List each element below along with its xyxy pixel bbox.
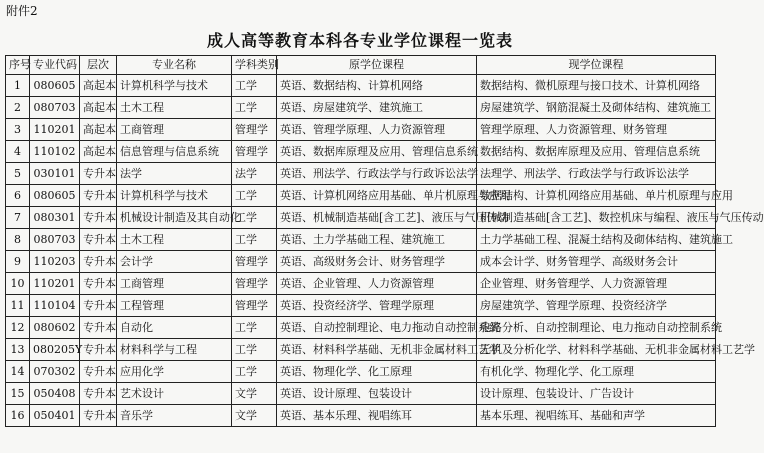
current-courses: 房屋建筑学、钢筋混凝土及砌体结构、建筑施工 [477, 97, 716, 119]
major-code: 080703 [30, 97, 80, 119]
study-level: 专升本 [80, 163, 117, 185]
major-code: 070302 [30, 361, 80, 383]
current-courses: 无机及分析化学、材料科学基础、无机非金属材料工艺学 [477, 339, 716, 361]
major-code: 110104 [30, 295, 80, 317]
discipline: 管理学 [232, 295, 277, 317]
table-header-row [6, 56, 716, 75]
course-table [5, 55, 764, 427]
row-index: 5 [6, 163, 30, 185]
table-row [6, 251, 716, 273]
row-index: 7 [6, 207, 30, 229]
row-index: 1 [6, 75, 30, 97]
original-courses: 英语、管理学原理、人力资源管理 [277, 119, 477, 141]
col-header-current-courses: 现学位课程 [477, 56, 716, 75]
discipline: 工学 [232, 317, 277, 339]
table-row [6, 185, 716, 207]
table-row [6, 273, 716, 295]
current-courses: 数据结构、微机原理与接口技术、计算机网络 [477, 75, 716, 97]
row-index: 4 [6, 141, 30, 163]
discipline: 管理学 [232, 141, 277, 163]
original-courses: 英语、刑法学、行政法学与行政诉讼法学 [277, 163, 477, 185]
attachment-label: 附件2 [6, 4, 38, 18]
original-courses: 英语、物理化学、化工原理 [277, 361, 477, 383]
original-courses: 英语、高级财务会计、财务管理学 [277, 251, 477, 273]
discipline: 管理学 [232, 273, 277, 295]
current-courses: 土力学基础工程、混凝土结构及砌体结构、建筑施工 [477, 229, 716, 251]
major-name: 应用化学 [117, 361, 232, 383]
major-name: 机械设计制造及其自动化 [117, 207, 232, 229]
original-courses: 英语、企业管理、人力资源管理 [277, 273, 477, 295]
row-index: 14 [6, 361, 30, 383]
major-code: 110203 [30, 251, 80, 273]
original-courses: 英语、数据结构、计算机网络 [277, 75, 477, 97]
table-row [6, 317, 716, 339]
discipline: 文学 [232, 383, 277, 405]
col-header-code: 专业代码 [30, 56, 80, 75]
study-level: 高起本 [80, 141, 117, 163]
current-courses: 数据结构、计算机网络应用基础、单片机原理与应用 [477, 185, 716, 207]
major-code: 110102 [30, 141, 80, 163]
study-level: 专升本 [80, 295, 117, 317]
table-body [6, 75, 764, 427]
document-title: 成人高等教育本科各专业学位课程一览表 [206, 31, 513, 50]
row-index: 6 [6, 185, 30, 207]
table-row [6, 163, 716, 185]
table-row [6, 207, 716, 229]
discipline: 工学 [232, 185, 277, 207]
col-header-original-courses: 原学位课程 [277, 56, 477, 75]
study-level: 专升本 [80, 229, 117, 251]
table-row [6, 383, 716, 405]
discipline: 文学 [232, 405, 277, 427]
major-code: 080605 [30, 75, 80, 97]
current-courses: 设计原理、包装设计、广告设计 [477, 383, 716, 405]
study-level: 专升本 [80, 207, 117, 229]
row-index: 12 [6, 317, 30, 339]
study-level: 专升本 [80, 361, 117, 383]
discipline: 工学 [232, 75, 277, 97]
current-courses: 成本会计学、财务管理学、高级财务会计 [477, 251, 716, 273]
col-header-level: 层次 [80, 56, 117, 75]
original-courses: 英语、设计原理、包装设计 [277, 383, 477, 405]
current-courses: 管理学原理、人力资源管理、财务管理 [477, 119, 716, 141]
major-code: 110201 [30, 119, 80, 141]
current-courses: 房屋建筑学、管理学原理、投资经济学 [477, 295, 716, 317]
row-index: 15 [6, 383, 30, 405]
current-courses: 企业管理、财务管理学、人力资源管理 [477, 273, 716, 295]
major-code: 080602 [30, 317, 80, 339]
col-header-index: 序号 [6, 56, 30, 75]
major-code: 080301 [30, 207, 80, 229]
major-name: 计算机科学与技术 [117, 75, 232, 97]
table-row [6, 141, 716, 163]
table-row [6, 361, 716, 383]
col-header-discipline: 学科类别 [232, 56, 277, 75]
row-index: 13 [6, 339, 30, 361]
discipline: 工学 [232, 339, 277, 361]
row-index: 11 [6, 295, 30, 317]
major-name: 会计学 [117, 251, 232, 273]
col-header-major: 专业名称 [117, 56, 232, 75]
original-courses: 英语、房屋建筑学、建筑施工 [277, 97, 477, 119]
major-name: 土木工程 [117, 97, 232, 119]
discipline: 工学 [232, 97, 277, 119]
major-code: 050408 [30, 383, 80, 405]
discipline: 管理学 [232, 119, 277, 141]
major-name: 材料科学与工程 [117, 339, 232, 361]
table-row [6, 295, 716, 317]
original-courses: 英语、材料科学基础、无机非金属材料工艺学 [277, 339, 477, 361]
major-name: 计算机科学与技术 [117, 185, 232, 207]
table-row [6, 405, 716, 427]
original-courses: 英语、投资经济学、管理学原理 [277, 295, 477, 317]
major-name: 法学 [117, 163, 232, 185]
study-level: 专升本 [80, 339, 117, 361]
table-row [6, 75, 716, 97]
major-name: 土木工程 [117, 229, 232, 251]
current-courses: 基本乐理、视唱练耳、基础和声学 [477, 405, 716, 427]
current-courses: 电路分析、自动控制理论、电力拖动自动控制系统 [477, 317, 716, 339]
current-courses: 有机化学、物理化学、化工原理 [477, 361, 716, 383]
current-courses: 法理学、刑法学、行政法学与行政诉讼法学 [477, 163, 716, 185]
major-name: 信息管理与信息系统 [117, 141, 232, 163]
current-courses: 数据结构、数据库原理及应用、管理信息系统 [477, 141, 716, 163]
major-name: 工程管理 [117, 295, 232, 317]
discipline: 管理学 [232, 251, 277, 273]
row-index: 10 [6, 273, 30, 295]
major-name: 自动化 [117, 317, 232, 339]
major-code: 110201 [30, 273, 80, 295]
major-name: 艺术设计 [117, 383, 232, 405]
row-index: 9 [6, 251, 30, 273]
discipline: 工学 [232, 361, 277, 383]
major-code: 080703 [30, 229, 80, 251]
study-level: 高起本 [80, 119, 117, 141]
row-index: 2 [6, 97, 30, 119]
study-level: 专升本 [80, 273, 117, 295]
original-courses: 英语、计算机网络应用基础、单片机原理与应用 [277, 185, 477, 207]
original-courses: 英语、数据库原理及应用、管理信息系统 [277, 141, 477, 163]
study-level: 专升本 [80, 185, 117, 207]
study-level: 高起本 [80, 75, 117, 97]
row-index: 8 [6, 229, 30, 251]
major-code: 080605 [30, 185, 80, 207]
study-level: 高起本 [80, 97, 117, 119]
major-name: 工商管理 [117, 273, 232, 295]
original-courses: 英语、基本乐理、视唱练耳 [277, 405, 477, 427]
study-level: 专升本 [80, 383, 117, 405]
discipline: 工学 [232, 207, 277, 229]
major-code: 080205Y [30, 339, 80, 361]
original-courses: 英语、自动控制理论、电力拖动自动控制系统 [277, 317, 477, 339]
original-courses: 英语、机械制造基础[含工艺]、液压与气压传动 [277, 207, 477, 229]
original-courses: 英语、土力学基础工程、建筑施工 [277, 229, 477, 251]
row-index: 16 [6, 405, 30, 427]
major-name: 音乐学 [117, 405, 232, 427]
table-row [6, 119, 716, 141]
current-courses: 机械制造基础[含工艺]、数控机床与编程、液压与气压传动 [477, 207, 716, 229]
study-level: 专升本 [80, 405, 117, 427]
discipline: 工学 [232, 229, 277, 251]
study-level: 专升本 [80, 317, 117, 339]
table-row [6, 339, 716, 361]
table-row [6, 229, 716, 251]
discipline: 法学 [232, 163, 277, 185]
row-index: 3 [6, 119, 30, 141]
major-code: 030101 [30, 163, 80, 185]
table-row [6, 97, 716, 119]
major-name: 工商管理 [117, 119, 232, 141]
major-code: 050401 [30, 405, 80, 427]
study-level: 专升本 [80, 251, 117, 273]
